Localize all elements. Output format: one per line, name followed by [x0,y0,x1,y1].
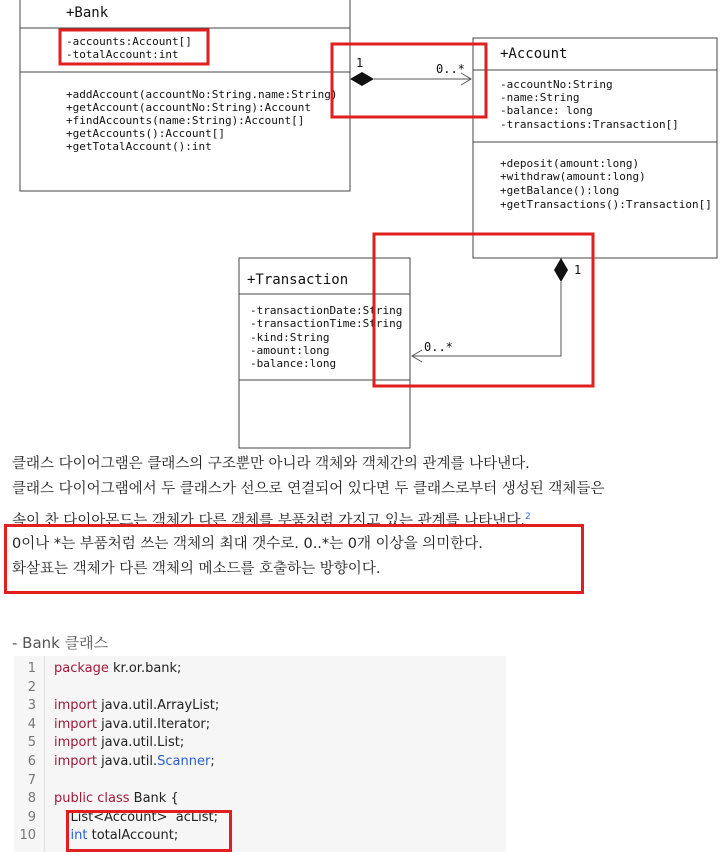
transaction-attr: -transactionTime:String [250,317,403,330]
code-line [14,772,504,790]
line-number: 6 [27,754,36,769]
account-transaction-association [412,258,581,362]
bank-attr: -totalAccount:int [66,48,179,61]
composition-diamond-icon [350,72,374,86]
code-token: List<Account> acList; [54,809,219,825]
code-line [14,734,504,752]
line-number: 3 [27,698,36,714]
account-attr: -transactions:Transaction[] [500,118,679,131]
transaction-class-title: +Transaction [247,272,349,288]
code-token: java.util.List; [96,735,185,751]
footnote-link[interactable]: 2 [524,512,531,522]
transaction-attr: -transactionDate:String [250,304,403,317]
code-token: import [54,716,97,732]
code-line [14,716,504,734]
account-method: +getBalance():long [500,184,620,197]
code-text [54,716,210,734]
bank-account-association [350,56,471,86]
account-class-title: +Account [500,46,568,62]
description-line: 0이나 *는 부품처럼 쓰는 객체의 최대 갯수로. 0..*는 0개 이상을 의미한다. [12,536,483,552]
code-line [14,660,504,678]
line-number: 5 [27,735,36,751]
bank-method: +getAccounts():Account[] [66,127,225,140]
description-highlight [4,524,584,594]
account-method: +deposit(amount:long) [500,157,640,170]
description-text: 속이 찬 다이아몬드는 객체가 다른 객체를 부품처럼 가지고 있는 관계를 나타낸다. [12,512,525,529]
code-token: int [70,828,88,844]
line-number: 9 [27,809,36,825]
multiplicity-label: 0..* [424,340,453,354]
description-line: 화살표는 객체가 다른 객체의 메소드를 호출하는 방향이다. [12,561,381,577]
code-token: import [54,735,97,751]
code-token: Bank { [129,791,179,807]
line-number: 4 [27,716,36,732]
account-attr: -name:String [500,91,580,104]
multiplicity-label: 1 [574,263,582,277]
account-method: +withdraw(amount:long) [500,170,646,183]
code-line [14,790,504,808]
description-line: 클래스 다이어그램은 클래스의 구조뿐만 아니라 객체와 객체간의 관계를 나타낸다. [12,456,530,472]
line-number: 7 [27,772,36,788]
bank-attr: -accounts:Account[] [66,35,192,48]
description-line: 클래스 다이어그램에서 두 클래스가 선으로 연결되어 있다면 두 클래스로부터 생성된 객체들은 [12,481,605,497]
account-method: +getTransactions():Transaction[] [500,198,712,211]
code-token: package [54,661,109,676]
transaction-attr: -amount:long [250,344,330,357]
code-text [54,790,179,808]
bank-method: +addAccount(accountNo:String.name:String) [66,88,338,101]
transaction-attr: -kind:String [250,331,330,344]
code-token: java.util.ArrayList; [96,698,220,714]
code-token: java.util.Iterator; [96,716,211,732]
code-token: kr.or.bank; [108,661,182,676]
code-text [54,753,215,771]
code-token: totalAccount; [87,828,179,844]
account-class-box [473,38,717,258]
bank-method: +findAccounts(name:String):Account[] [66,114,305,127]
transaction-class-box [239,258,410,448]
bank-method: +getTotalAccount():int [66,140,212,153]
line-number: 10 [19,828,36,844]
bank-method: +getAccount(accountNo:String):Account [66,101,312,114]
composition-diamond-icon [554,258,568,282]
code-line [14,753,504,771]
transaction-attr: -balance:long [250,357,337,370]
code-token: import [54,754,97,769]
code-token: public class [54,791,130,807]
line-number: 8 [27,791,36,807]
code-highlight [66,810,232,852]
line-number: 1 [27,661,36,676]
code-token: import [54,698,97,714]
section-title: - Bank 클래스 [12,634,109,652]
code-token: Scanner [157,754,211,769]
line-number: 2 [27,679,36,695]
code-line [14,679,504,697]
bank-class-title: +Bank [66,5,109,21]
code-token: ; [210,754,215,769]
code-line [14,697,504,715]
account-attr: -balance: long [500,104,593,117]
code-text [54,660,181,678]
multiplicity-label: 1 [356,56,364,70]
account-attr: -accountNo:String [500,78,613,91]
multiplicity-label: 0..* [436,62,465,76]
code-text [54,697,219,715]
code-token: java.util. [96,754,158,769]
code-text [54,734,184,752]
